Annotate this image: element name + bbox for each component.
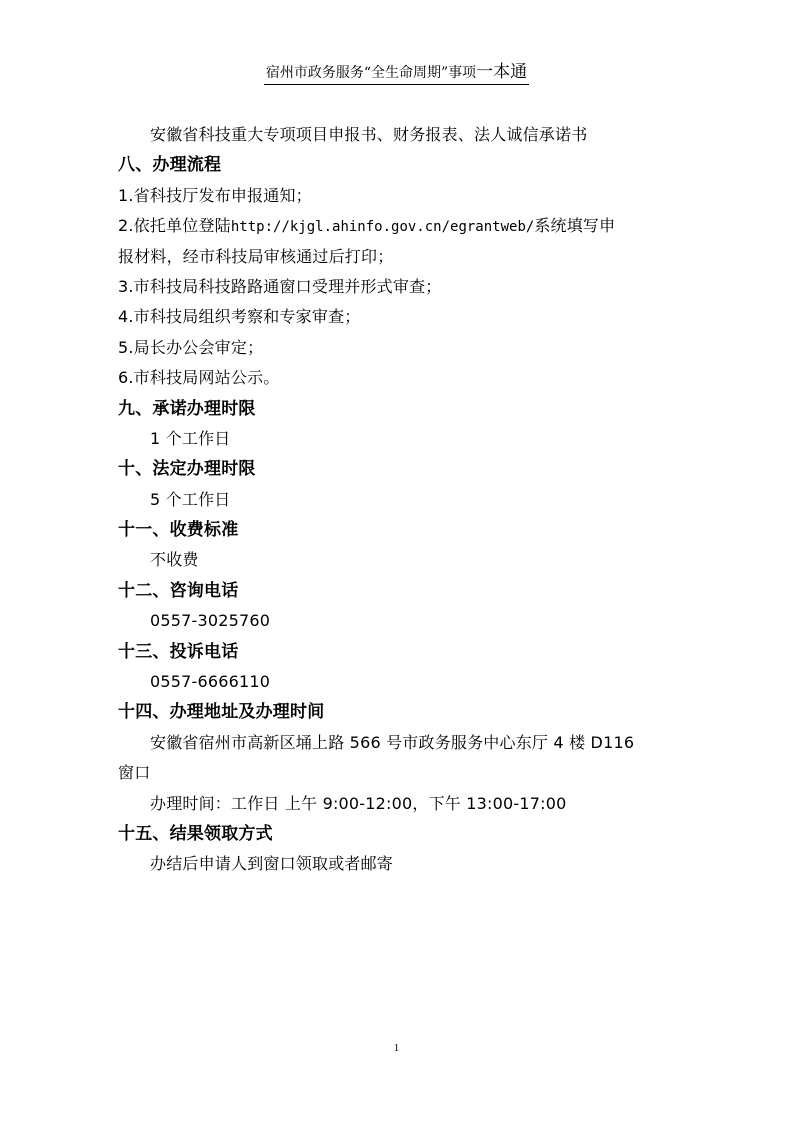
section-9-heading: 九、承诺办理时限: [118, 398, 256, 419]
page-number: 1: [393, 1042, 400, 1054]
office-address-continuation: 窗口: [118, 763, 151, 783]
section-10-heading: 十、法定办理时限: [118, 459, 256, 480]
consultation-phone: 0557-3025760: [150, 611, 271, 631]
process-step-2-prefix: 2.依托单位登陆: [118, 216, 231, 236]
process-step-6: 6.市科技局网站公示。: [118, 368, 280, 388]
page-header: [0, 62, 793, 85]
process-step-1: 1.省科技厅发布申报通知；: [118, 185, 312, 205]
page-header-text: [264, 62, 529, 85]
result-collection-method: 办结后申请人到窗口领取或者邮寄: [150, 854, 394, 874]
document-body: [118, 120, 684, 880]
materials-continuation: 安徽省科技重大专项项目申报书、财务报表、法人诚信承诺书: [150, 125, 588, 144]
promised-time-limit: 1 个工作日: [150, 428, 231, 448]
page-header-title: 宿州市政务服务“全生命周期”事项: [265, 65, 477, 81]
section-12-heading: 十二、咨询电话: [118, 580, 239, 601]
process-step-4: 4.市科技局组织考察和专家审查；: [118, 307, 361, 327]
page-header-title-end: 一本通: [476, 62, 528, 82]
statutory-time-limit: 5 个工作日: [150, 489, 231, 509]
fee-standard: 不收费: [150, 550, 199, 570]
section-13-heading: 十三、投诉电话: [118, 641, 239, 662]
section-14-heading: 十四、办理地址及办理时间: [118, 702, 325, 723]
process-step-2-suffix: 系统填写申: [534, 216, 616, 236]
section-8-heading: 八、办理流程: [118, 155, 222, 176]
section-11-heading: 十一、收费标准: [118, 520, 239, 541]
process-step-3: 3.市科技局科技路路通窗口受理并形式审查；: [118, 276, 442, 296]
process-step-5: 5.局长办公会审定；: [118, 337, 264, 357]
process-step-2: [118, 211, 684, 241]
section-15-heading: 十五、结果领取方式: [118, 823, 273, 844]
office-hours: 办理时间：工作日 上午 9:00-12:00，下午 13:00-17:00: [150, 793, 567, 813]
process-step-2-url: http://kjgl.ahinfo.gov.cn/egrantweb/: [230, 219, 535, 236]
complaint-phone: 0557-6666110: [150, 672, 271, 692]
office-address: 安徽省宿州市高新区埇上路 566 号市政务服务中心东厅 4 楼 D116: [150, 732, 635, 752]
process-step-2-continuation: 报材料，经市科技局审核通过后打印；: [118, 246, 394, 266]
